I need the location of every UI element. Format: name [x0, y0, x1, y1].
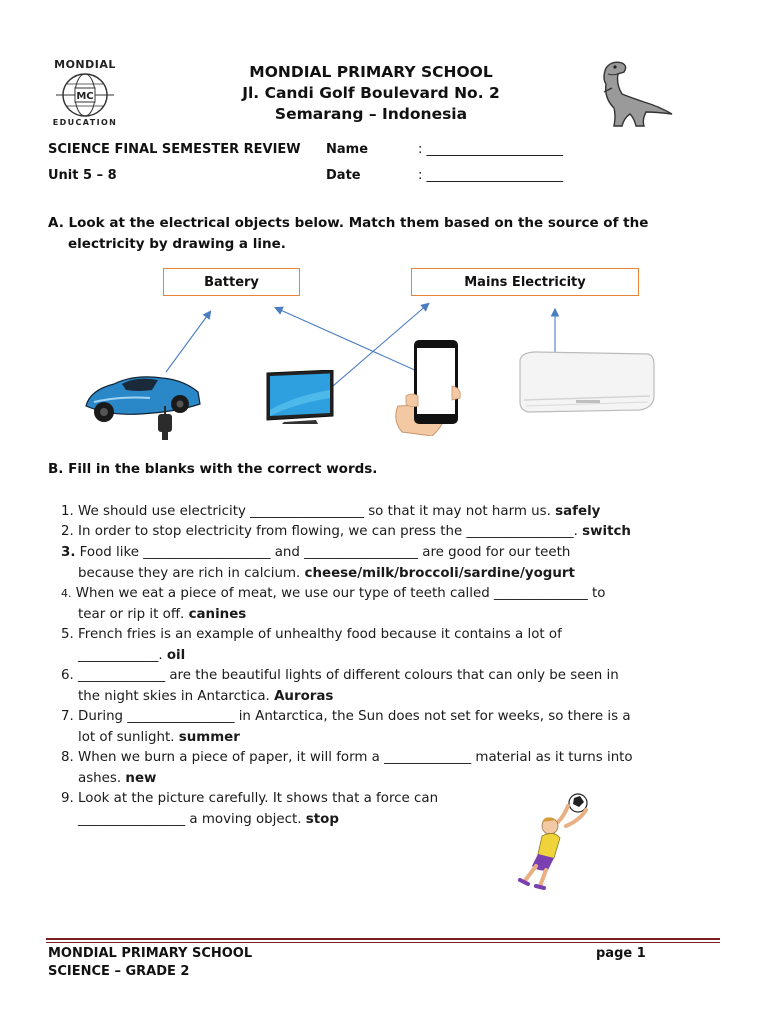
air-conditioner-icon: [516, 350, 656, 418]
date-label: Date: [326, 168, 361, 183]
question-9-text2: ________________ a moving object.: [78, 811, 306, 827]
question-5-text2: ____________.: [78, 647, 167, 663]
question-7-answer: summer: [178, 729, 240, 745]
logo-center-text: MC: [76, 91, 94, 102]
smartphone-icon: [392, 336, 468, 436]
question-1-text: We should use electricity _________________ so that it may not harm us.: [78, 504, 556, 519]
footer-school: MONDIAL PRIMARY SCHOOL: [48, 946, 253, 961]
question-9-text: Look at the picture carefully. It shows that a force can: [78, 791, 439, 806]
school-name: MONDIAL PRIMARY SCHOOL: [249, 63, 493, 81]
question-4-text2: tear or rip it off.: [78, 606, 189, 622]
question-2: 2. In order to stop electricity from flowing, we can press the ________________. switch: [61, 524, 631, 539]
toy-car-icon: [80, 366, 210, 442]
logo-bottom-text: EDUCATION: [52, 118, 118, 127]
section-b-title: B. Fill in the blanks with the correct words.: [48, 461, 378, 477]
question-4-answer: canines: [188, 606, 247, 622]
question-6: 6. _____________ are the beautiful lights of different colours that can only be seen in the night skies in Antarctica. Auroras: [61, 668, 619, 704]
question-2-answer: switch: [582, 524, 631, 539]
footer-rule-thin: [46, 942, 720, 943]
footer-page-number: page 1: [596, 946, 646, 961]
question-7-text2: lot of sunlight.: [78, 729, 179, 745]
question-1: 1. We should use electricity _________________ so that it may not harm us. safely: [61, 504, 601, 519]
question-4: 4. When we eat a piece of meat, we use our type of teeth called ______________ to tear or rip it off. canines: [61, 586, 606, 622]
question-3: 3. Food like ___________________ and _________________ are good for our teeth because they are rich in calcium. cheese/milk/broccoli/sardine/yogurt: [61, 545, 575, 581]
question-9: 9. Look at the picture carefully. It shows that a force can ________________ a moving object. stop: [61, 791, 439, 827]
question-1-answer: safely: [555, 504, 601, 519]
name-field[interactable]: : _____________________: [418, 142, 564, 157]
question-5-answer: oil: [166, 647, 186, 663]
question-6-answer: Auroras: [274, 688, 334, 704]
question-8-text2: ashes.: [78, 770, 126, 786]
question-3-text: Food like ___________________ and _________________ are good for our teeth: [79, 545, 571, 560]
units-label: Unit 5 – 8: [48, 168, 117, 183]
section-a-line2: electricity by drawing a line.: [68, 236, 286, 252]
television-icon: [264, 370, 336, 424]
question-8: 8. When we burn a piece of paper, it will form a _____________ material as it turns into ashes. new: [61, 750, 633, 786]
question-5-text: French fries is an example of unhealthy food because it contains a lot of: [78, 627, 562, 642]
school-address: Jl. Candi Golf Boulevard No. 2: [242, 84, 500, 102]
footer-rule: [46, 938, 720, 940]
question-6-text2: the night skies in Antarctica.: [78, 688, 275, 704]
date-field[interactable]: : _____________________: [418, 168, 564, 183]
question-4-text: When we eat a piece of meat, we use our type of teeth called ______________ to: [75, 586, 606, 601]
section-a-line1: A. Look at the electrical objects below. Match them based on the source of the: [48, 215, 649, 231]
name-label: Name: [326, 142, 369, 157]
footer-subject: SCIENCE – GRADE 2: [48, 964, 190, 979]
question-9-answer: stop: [305, 811, 339, 827]
question-8-text: When we burn a piece of paper, it will form a _____________ material as it turns into: [78, 750, 633, 765]
question-3-text2: because they are rich in calcium.: [78, 565, 305, 581]
question-2-text: In order to stop electricity from flowing, we can press the ________________.: [78, 524, 583, 539]
question-8-answer: new: [125, 770, 157, 786]
question-6-text: _____________ are the beautiful lights of different colours that can only be seen in: [78, 668, 619, 683]
logo-top-text: MONDIAL: [54, 58, 116, 71]
arrow-car-to-battery: [166, 312, 210, 372]
mains-electricity-box[interactable]: Mains Electricity: [411, 268, 639, 296]
battery-box[interactable]: Battery: [163, 268, 300, 296]
goalkeeper-catching-ball-icon: [508, 792, 594, 892]
question-7-text: During ________________ in Antarctica, the Sun does not set for weeks, so there is a: [78, 709, 631, 724]
review-title: SCIENCE FINAL SEMESTER REVIEW: [48, 142, 301, 157]
question-7: 7. During ________________ in Antarctica, the Sun does not set for weeks, so there is a lot of sunlight. summer: [61, 709, 631, 745]
question-5: 5. French fries is an example of unhealthy food because it contains a lot of ____________. oil: [61, 627, 562, 663]
question-3-answer: cheese/milk/broccoli/sardine/yogurt: [304, 565, 575, 581]
school-city: Semarang – Indonesia: [274, 105, 468, 123]
